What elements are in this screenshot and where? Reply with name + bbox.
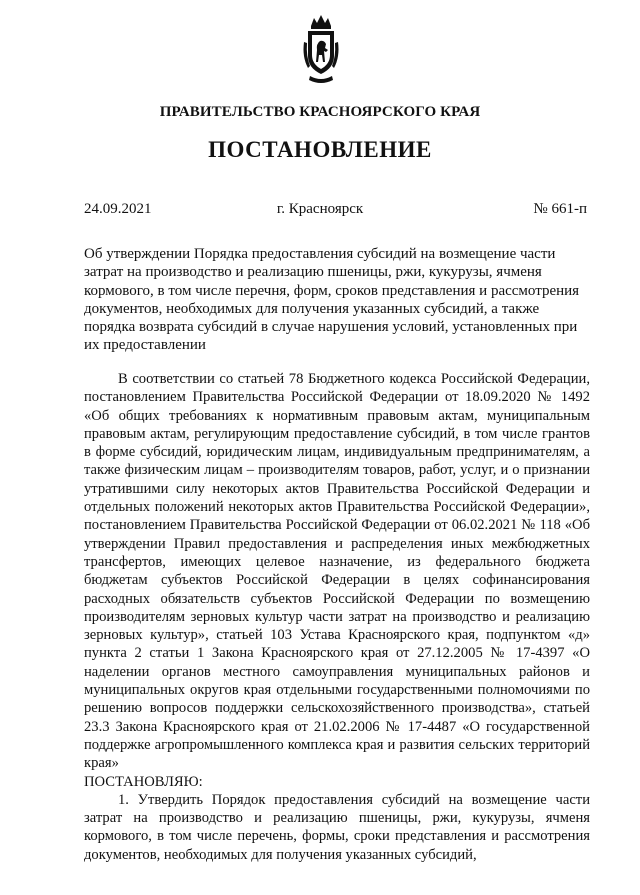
item-1-paragraph: 1. Утвердить Порядок предоставления субсидий на возмещение части затрат на производство и реализацию пшеницы, ржи, кукурузы, ячменя кормового, в том числе перечень, формы, сроки представления и рассмотрения документов, необходимых для получения указанных субсидий, [84,791,590,863]
document-number: № 661-п [533,201,587,217]
decree-word: ПОСТАНОВЛЯЮ: [84,773,203,790]
document-date: 24.09.2021 [84,201,152,217]
document-body [84,370,590,864]
coat-of-arms-icon [302,12,340,88]
document-subject: Об утверждении Порядка предоставления субсидий на возмещение части затрат на производство и реализацию пшеницы, ржи, кукурузы, ячменя кормового, в том числе перечня, форм, сроков представления и рассмотрения документов, необходимых для получения указанных субсидий, а также порядка возврата субсидий в случае нарушения условий, установленных при их предоставлении [84,246,580,354]
government-name: ПРАВИТЕЛЬСТВО КРАСНОЯРСКОГО КРАЯ [159,104,481,120]
document-title: ПОСТАНОВЛЕНИЕ [208,137,432,162]
preamble-paragraph: В соответствии со статьей 78 Бюджетного кодекса Российской Федерации, постановлением Правительства Российской Федерации от 18.09.2020 № 1492 «Об общих требованиях к нормативным правовым актам, муниципальным правовым актам, регулирующим предоставление субсидий, в том числе грантов в форме субсидий, юридическим лицам, индивидуальным предпринимателям, а также физическим лицам – производителям товаров, работ, услуг, и о признании утратившими силу некоторых актов Правительства Российской Федерации и отдельных положений некоторых актов Правительства Российской Федерации», постановлением Правительства Российской Федерации от 06.02.2021 № 118 «Об утверждении Правил предоставления и распределения иных межбюджетных трансфертов, имеющих целевое назначение, из федерального бюджета бюджетам субъектов Российской Федерации в целях софинансирования расходных обязательств субъектов Российской Федерации по возмещению производителям зерновых культур части затрат на производство и реализацию зерновых культур», статьей 103 Устава Красноярского края, подпунктом «д» пункта 2 статьи 1 Закона Красноярского края от 27.12.2005 № 17-4397 «О наделении органов местного самоуправления муниципальных районов и муниципальных округов края отдельными государственными полномочиями по решению вопросов поддержки сельскохозяйственного производства», статьей 23.3 Закона Красноярского края от 21.02.2006 № 17-4487 «О государственной поддержке агропромышленного комплекса края и развития сельских территорий края» [84,371,590,772]
document-city: г. Красноярск [276,201,364,217]
